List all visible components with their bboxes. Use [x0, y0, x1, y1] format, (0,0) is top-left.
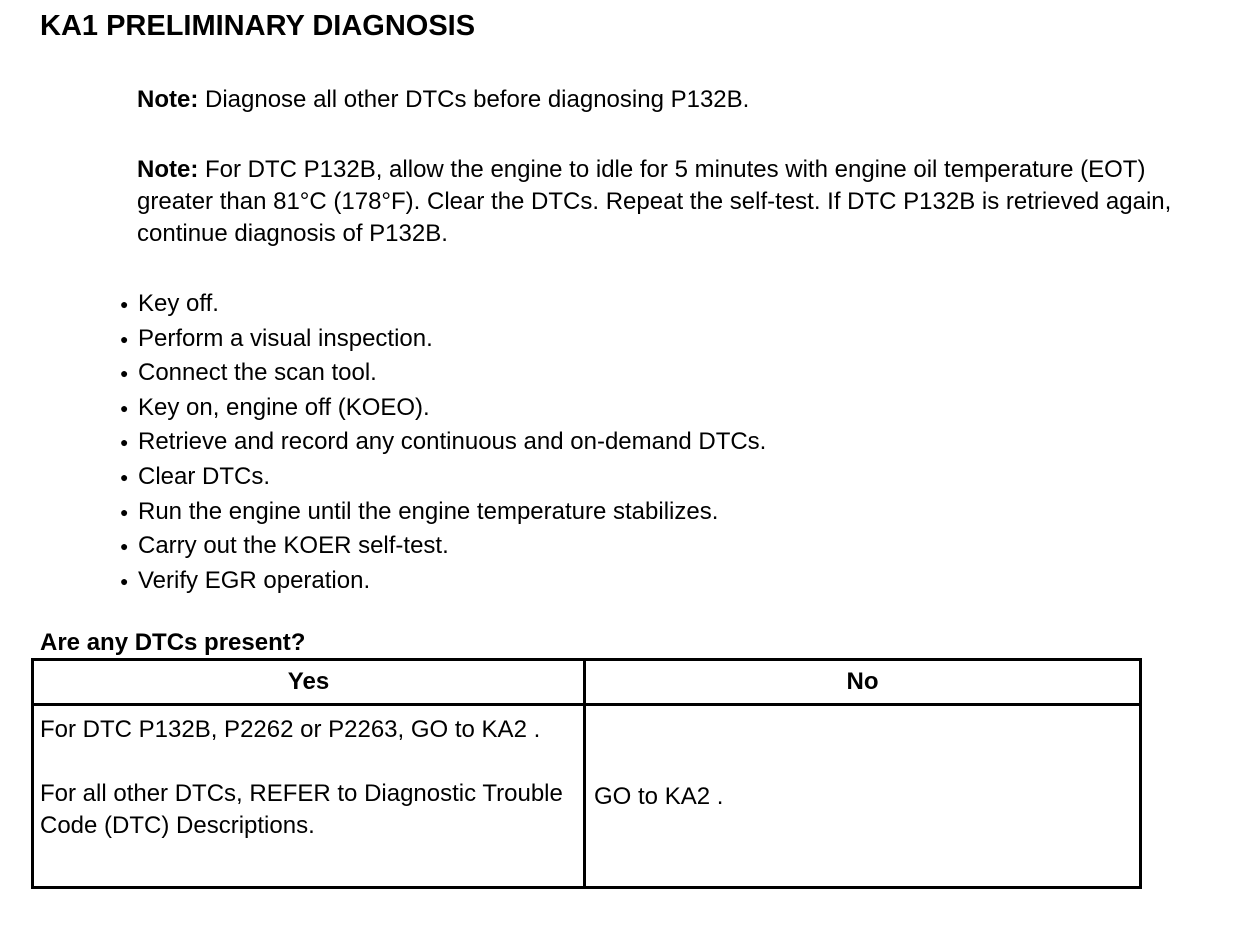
bullet-icon: ●	[120, 330, 129, 347]
table-header-row	[33, 660, 1141, 705]
procedure-steps-list	[120, 287, 766, 598]
yes-cell-goto-ka2: For DTC P132B, P2262 or P2263, GO to KA2 .	[40, 716, 541, 743]
page-title: KA1 PRELIMINARY DIAGNOSIS	[40, 10, 476, 42]
diagnostic-question: Are any DTCs present?	[40, 629, 306, 656]
step-text: Perform a visual inspection.	[138, 324, 433, 352]
note-p132b-idle-procedure	[137, 154, 1222, 250]
list-item	[120, 287, 766, 322]
bullet-icon: ●	[120, 572, 129, 589]
list-item	[120, 495, 766, 530]
note-label: Note:	[137, 86, 199, 113]
note-text: Diagnose all other DTCs before diagnosing P132B.	[198, 86, 750, 113]
note-diagnose-other-dtcs	[137, 84, 1222, 116]
bullet-icon: ●	[120, 468, 129, 485]
bullet-icon: ●	[120, 503, 129, 520]
bullet-icon: ●	[120, 365, 129, 382]
step-text: Key on, engine off (KOEO).	[138, 393, 430, 421]
list-item	[120, 425, 766, 460]
step-text: Run the engine until the engine temperature stabilizes.	[138, 497, 719, 525]
no-cell: GO to KA2 .	[585, 705, 1141, 888]
list-item	[120, 391, 766, 426]
step-text: Key off.	[138, 290, 219, 317]
yes-column-header: Yes	[33, 660, 585, 705]
no-column-header: No	[585, 660, 1141, 705]
list-item	[120, 322, 766, 357]
bullet-icon: ●	[120, 399, 129, 416]
step-text: Verify EGR operation.	[138, 566, 371, 594]
table-row	[33, 705, 1141, 888]
bullet-icon: ●	[120, 434, 129, 451]
step-text: Clear DTCs.	[138, 462, 271, 490]
list-item	[120, 564, 766, 599]
step-text: Connect the scan tool.	[138, 359, 377, 387]
list-item	[120, 529, 766, 564]
list-item	[120, 356, 766, 391]
yes-no-result-table	[31, 658, 1142, 889]
bullet-icon: ●	[120, 296, 129, 312]
list-item	[120, 460, 766, 495]
step-text: Carry out the KOER self-test.	[138, 532, 449, 560]
step-text: Retrieve and record any continuous and on-demand DTCs.	[138, 428, 767, 456]
note-text: For DTC P132B, allow the engine to idle for 5 minutes with engine oil temperature (EOT) greater than 81°C (178°F). Clear the DTCs. Repeat the self-test. If DTC P132B is retrieved again, continue diagnosis of P132B.	[137, 156, 1172, 247]
bullet-icon: ●	[120, 538, 129, 555]
note-label: Note:	[137, 156, 199, 183]
yes-cell	[33, 705, 585, 888]
yes-cell-refer-descriptions: For all other DTCs, REFER to Diagnostic Trouble Code (DTC) Descriptions.	[40, 780, 563, 839]
